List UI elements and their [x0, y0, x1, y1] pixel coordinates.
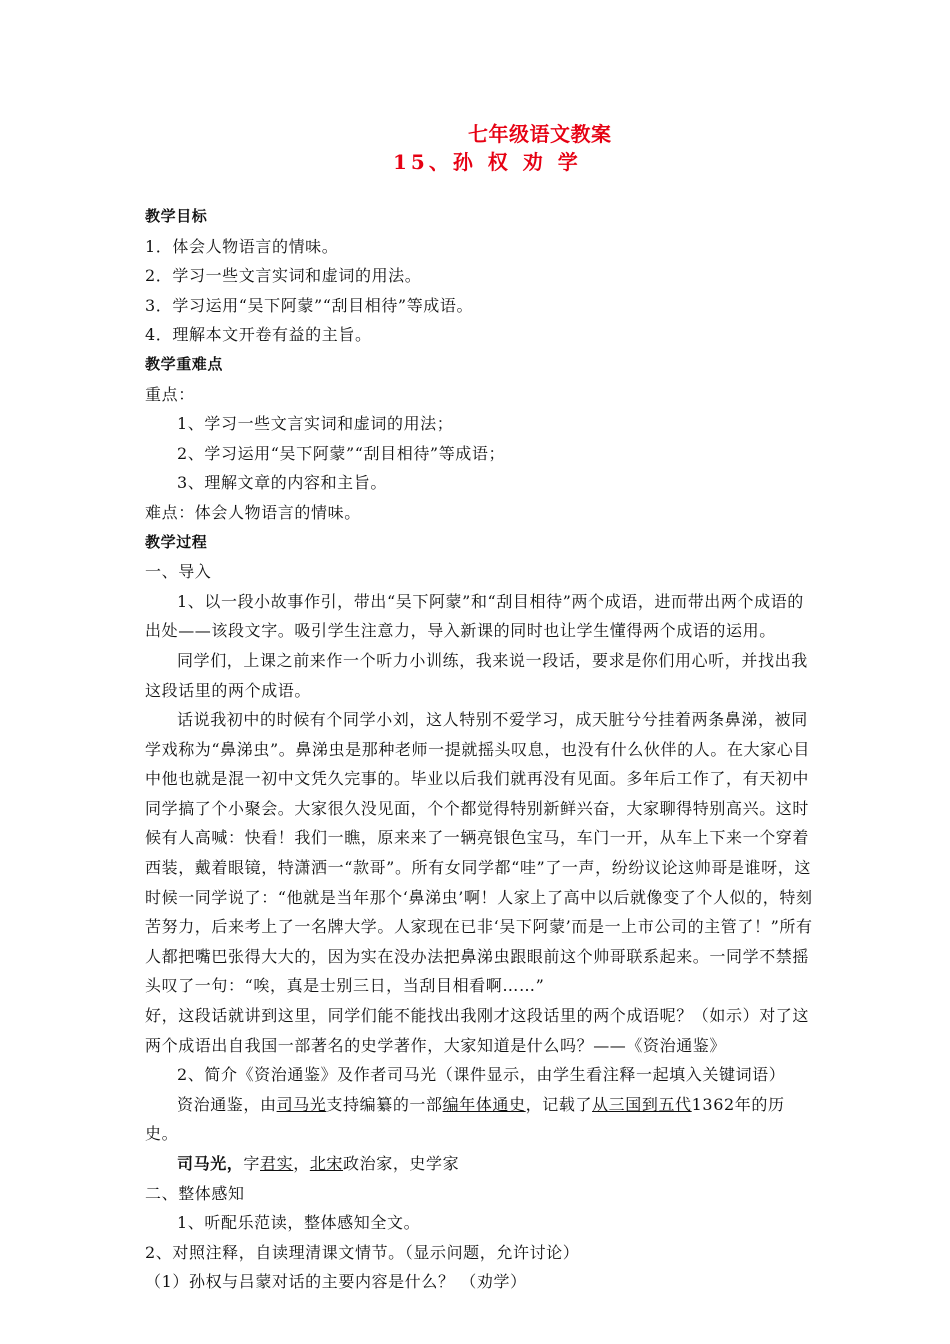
document-body	[145, 202, 815, 1297]
blank-answer: 北宋	[309, 1154, 344, 1173]
paragraph: 1、以一段小故事作引，带出“吴下阿蒙”和“刮目相待”两个成语，进而带出两个成语的出处——该段文字。吸引学生注意力，导入新课的同时也让学生懂得两个成语的运用。	[145, 591, 804, 641]
section-heading-process: 教学过程	[145, 532, 208, 551]
paragraph: 1、听配乐范读，整体感知全文。	[177, 1213, 421, 1233]
story-paragraph: 话说我初中的时候有个同学小刘，这人特别不爱学习，成天脏兮兮挂着两条鼻涕，被同学戏称为“鼻涕虫”。鼻涕虫是那种老师一提就摇头叹息，也没有什么伙伴的人。在大家心目中他也就是混一初中文凭久完事的。毕业以后我们就再没有见面。多年后工作了，有天初中同学搞了个小聚会。大家很久没见面，个个都觉得特别新鲜兴奋，大家聊得特别高兴。这时候有人高喊：快看！我们一瞧，原来来了一辆亮银色宝马，车门一开，从车上下来一个穿着西装，戴着眼镜，特潇洒一“款哥”。所有女同学都“哇”了一声，纷纷议论这帅哥是谁呀，这时候一同学说了：“他就是当年那个‘鼻涕虫’啊！人家上了高中以后就像变了个人似的，特刻苦努力，后来考上了一名牌大学。人家现在已非‘吴下阿蒙’而是一上市公司的主管了！”所有人都把嘴巴张得大大的，因为实在没办法把鼻涕虫跟眼前这个帅哥联系起来。一同学不禁摇头叹了一句：“唉，真是士别三日，当刮目相看啊……”	[145, 710, 813, 996]
subsection-heading: 二、整体感知	[145, 1183, 245, 1203]
focus-item: 2、学习运用“吴下阿蒙”“刮目相待”等成语；	[177, 443, 506, 463]
section-heading-goals: 教学目标	[145, 207, 208, 225]
paragraph: 2、对照注释，自读理清课文情节。（显示问题，允许讨论）	[145, 1242, 580, 1262]
text-span: ，记载了	[525, 1094, 593, 1114]
section-heading-keypoints: 教学重难点	[145, 354, 224, 373]
paragraph: 好，这段话就讲到这里，同学们能不能找出我刚才这段话里的两个成语呢？（如示）对了这两个成语出自我国一部著名的史学著作，大家知道是什么吗？——《资治通鉴》	[145, 1006, 810, 1055]
blank-answer: 从三国到五代	[592, 1094, 692, 1114]
goal-item: 2．学习一些文言实词和虚词的用法。	[145, 266, 422, 286]
difficulty-text: 难点：体会人物语言的情味。	[145, 502, 361, 522]
paragraph: 2、简介《资治通鉴》及作者司马光（课件显示，由学生看注释一起填入关键词语）	[177, 1065, 786, 1085]
focus-label: 重点：	[145, 384, 195, 404]
text-span: ，	[293, 1154, 310, 1173]
blank-answer: 编年体通史	[442, 1094, 526, 1114]
paragraph: 同学们，上课之前来作一个听力小训练，我来说一段话，要求是你们用心听，并找出我这段话里的两个成语。	[145, 650, 808, 700]
lesson-title: 15、孙 权 劝 学	[393, 150, 582, 174]
simaguang-intro	[145, 1149, 815, 1179]
zizhitongjian-intro	[145, 1090, 815, 1149]
goal-item: 4．理解本文开卷有益的主旨。	[145, 325, 372, 345]
focus-item: 3、理解文章的内容和主旨。	[177, 473, 387, 493]
focus-item: 1、学习一些文言实词和虚词的用法；	[177, 414, 454, 434]
text-span: 字	[243, 1154, 261, 1173]
goal-item: 3．学习运用“吴下阿蒙”“刮目相待”等成语。	[145, 295, 474, 315]
goal-item: 1．体会人物语言的情味。	[145, 236, 339, 256]
paragraph: （1）孙权与吕蒙对话的主要内容是什么？ （劝学）	[145, 1272, 527, 1292]
text-span: 资治通鉴，由	[177, 1094, 277, 1114]
document-title: 七年级语文教案	[468, 122, 612, 146]
text-span: 政治家，史学家	[343, 1154, 460, 1173]
blank-answer: 司马光	[276, 1094, 327, 1114]
text-span: 1362年的历史。	[145, 1094, 785, 1144]
subsection-heading: 一、导入	[145, 562, 212, 582]
text-span: 司马光，	[177, 1154, 244, 1173]
text-span: 支持编纂的一部	[326, 1094, 443, 1114]
blank-answer: 君实	[260, 1154, 294, 1173]
